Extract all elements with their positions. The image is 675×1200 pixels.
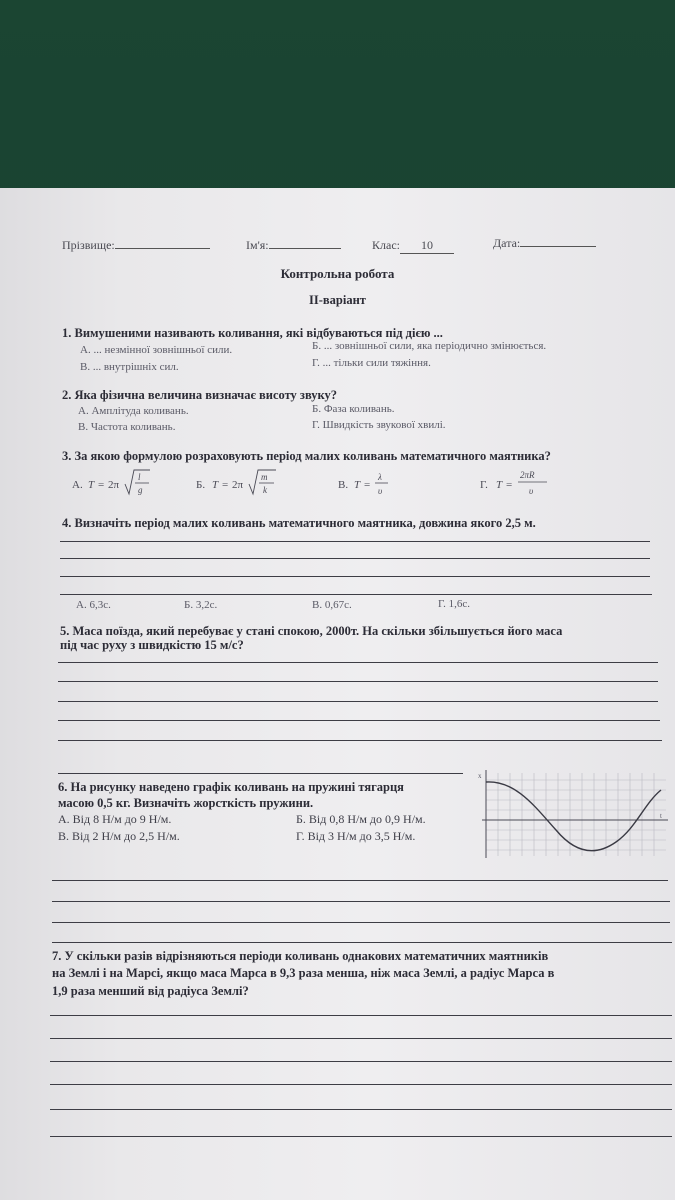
question-2 xyxy=(62,388,337,403)
answer-line[interactable] xyxy=(58,662,658,663)
answer-line[interactable] xyxy=(52,922,670,923)
answer-line[interactable] xyxy=(60,576,650,577)
question-text: За якою формулою розраховують період малих коливань математичного маятника? xyxy=(74,449,551,463)
option-3b[interactable] xyxy=(196,470,276,495)
svg-text:=: = xyxy=(364,479,371,491)
answer-line[interactable] xyxy=(58,740,662,741)
answer-line[interactable] xyxy=(52,942,672,943)
option-1b[interactable]: Б. ... зовнішньої сили, яка періодично змінюється. xyxy=(312,340,547,352)
formula-options xyxy=(70,464,650,504)
question-7-line-2: на Землі і на Марсі, якщо маса Марса в 9,3 раза менша, ніж маса Землі, а радіус Марса в xyxy=(52,966,555,980)
option-2c[interactable]: В. Частота коливань. xyxy=(78,421,176,433)
option-6c[interactable]: В. Від 2 Н/м до 2,5 Н/м. xyxy=(58,829,180,843)
variant-title: II-варіант xyxy=(309,293,366,307)
name-label: Ім'я: xyxy=(246,238,269,252)
option-6b[interactable]: Б. Від 0,8 Н/м до 0,9 Н/м. xyxy=(296,812,426,826)
date-label: Дата: xyxy=(493,236,521,250)
answer-line[interactable] xyxy=(60,541,650,542)
question-4 xyxy=(62,516,536,531)
question-number: 7. xyxy=(52,949,62,963)
svg-text:2π: 2π xyxy=(232,479,244,491)
page-title: Контрольна робота xyxy=(280,266,395,281)
option-6d[interactable]: Г. Від 3 Н/м до 3,5 Н/м. xyxy=(296,829,416,843)
option-3c[interactable] xyxy=(338,472,388,496)
svg-text:Г.: Г. xyxy=(480,479,488,491)
svg-text:=: = xyxy=(506,479,513,491)
svg-text:k: k xyxy=(263,485,267,495)
option-1d[interactable]: Г. ... тільки сили тяжіння. xyxy=(312,357,431,369)
date-field[interactable] xyxy=(493,236,596,251)
svg-text:m: m xyxy=(261,472,268,482)
option-4d[interactable]: Г. 1,6с. xyxy=(438,598,471,610)
class-label: Клас: xyxy=(372,238,400,252)
svg-text:2π: 2π xyxy=(108,479,120,491)
answer-line[interactable] xyxy=(50,1038,672,1039)
question-7-line-3: 1,9 раза менший від радіуса Землі? xyxy=(52,984,249,998)
answer-line[interactable] xyxy=(58,720,660,721)
question-text: На рисунку наведено графік коливань на пружині тягарця xyxy=(70,780,404,794)
option-3d[interactable] xyxy=(480,470,547,496)
option-1a[interactable]: А. ... незмінної зовнішньої сили. xyxy=(80,344,233,356)
question-text: Визначіть період малих коливань математичного маятника, довжина якого 2,5 м. xyxy=(74,516,536,530)
answer-line[interactable] xyxy=(52,901,670,902)
svg-text:υ: υ xyxy=(529,486,534,496)
option-4a[interactable]: А. 6,3с. xyxy=(76,599,111,611)
svg-text:T: T xyxy=(212,479,219,491)
answer-line[interactable] xyxy=(50,1061,672,1062)
svg-text:T: T xyxy=(88,479,95,491)
oscillation-curve xyxy=(486,782,661,851)
y-axis-label: x xyxy=(478,772,482,780)
svg-text:В.: В. xyxy=(338,479,349,491)
answer-line[interactable] xyxy=(50,1015,672,1016)
svg-text:2πR: 2πR xyxy=(520,470,535,480)
svg-text:T: T xyxy=(496,479,503,491)
svg-text:=: = xyxy=(222,479,229,491)
question-7 xyxy=(52,949,548,964)
option-4c[interactable]: В. 0,67с. xyxy=(312,599,352,611)
option-4b[interactable]: Б. 3,2с. xyxy=(184,599,218,611)
svg-text:λ: λ xyxy=(378,472,382,482)
svg-text:g: g xyxy=(138,485,143,495)
option-2b[interactable]: Б. Фаза коливань. xyxy=(312,403,395,415)
svg-text:А.: А. xyxy=(72,479,83,491)
question-text: У скільки разів відрізняються періоди коливань однакових математичних маятників xyxy=(64,949,549,963)
question-text: Вимушеними називають коливання, які відбуваються під дією ... xyxy=(74,326,443,340)
question-number: 4. xyxy=(62,516,72,530)
question-1 xyxy=(62,326,443,341)
graph-grid xyxy=(486,773,666,856)
question-number: 1. xyxy=(62,326,72,340)
answer-line[interactable] xyxy=(58,773,463,774)
question-3 xyxy=(62,449,551,464)
question-text: Яка фізична величина визначає висоту звуку? xyxy=(74,388,338,402)
class-value: 10 xyxy=(400,238,454,254)
question-number: 3. xyxy=(62,449,72,463)
name-field[interactable] xyxy=(246,238,341,253)
svg-text:=: = xyxy=(98,479,105,491)
question-6 xyxy=(58,780,404,795)
question-number: 5. xyxy=(60,624,70,638)
option-3a[interactable] xyxy=(72,470,150,495)
answer-line[interactable] xyxy=(60,558,650,559)
surname-field[interactable] xyxy=(62,238,210,253)
option-1c[interactable]: В. ... внутрішніх сил. xyxy=(80,361,179,373)
surname-label: Прізвище: xyxy=(62,238,115,252)
x-axis-label: t xyxy=(660,812,662,820)
answer-line[interactable] xyxy=(58,681,658,682)
question-number: 2. xyxy=(62,388,72,402)
question-text: Маса поїзда, який перебуває у стані спокою, 2000т. На скільки збільшується його маса xyxy=(72,624,563,638)
question-6-line-2: масою 0,5 кг. Визначіть жорсткість пружини. xyxy=(58,796,314,810)
svg-text:l: l xyxy=(138,472,141,482)
answer-line[interactable] xyxy=(58,701,658,702)
option-6a[interactable]: А. Від 8 Н/м до 9 Н/м. xyxy=(58,812,172,826)
class-field[interactable] xyxy=(372,238,454,254)
question-5-line-2: під час руху з швидкістю 15 м/с? xyxy=(60,638,244,652)
svg-text:T: T xyxy=(354,479,361,491)
answer-line[interactable] xyxy=(50,1084,672,1085)
option-2a[interactable]: А. Амплітуда коливань. xyxy=(78,405,189,417)
answer-line[interactable] xyxy=(50,1109,672,1110)
answer-line[interactable] xyxy=(52,880,668,881)
question-5 xyxy=(60,624,562,639)
answer-line[interactable] xyxy=(60,594,652,595)
oscillation-graph xyxy=(476,768,671,860)
question-number: 6. xyxy=(58,780,68,794)
answer-line[interactable] xyxy=(50,1136,672,1137)
svg-text:Б.: Б. xyxy=(196,479,206,491)
svg-text:υ: υ xyxy=(378,486,383,496)
option-2d[interactable]: Г. Швидкість звукової хвилі. xyxy=(312,419,446,431)
